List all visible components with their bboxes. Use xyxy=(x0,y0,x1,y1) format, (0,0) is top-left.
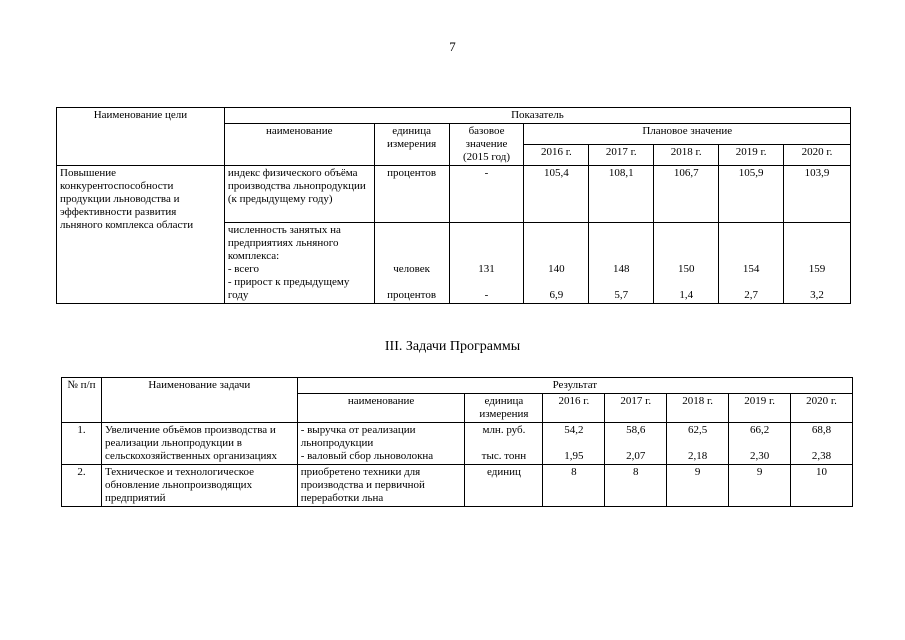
num-header: № п/п xyxy=(62,378,102,423)
year-header: 2017 г. xyxy=(589,145,654,166)
value-cell: 105,9 xyxy=(719,166,784,223)
year-header: 2020 г. xyxy=(784,145,851,166)
table-row xyxy=(57,166,851,223)
unit-growth: процентов xyxy=(387,289,437,301)
year-header: 2016 г. xyxy=(524,145,589,166)
value-cell: 8 xyxy=(605,465,667,507)
value-cell: 105,4 xyxy=(524,166,589,223)
goals-table xyxy=(56,107,851,304)
base-value-header: базовое значение (2015 год) xyxy=(449,124,524,166)
unit-cell: млн. руб. тыс. тонн xyxy=(465,423,543,465)
year-header: 2019 г. xyxy=(729,394,791,423)
value-cell: 62,5 2,18 xyxy=(667,423,729,465)
tasks-table xyxy=(61,377,853,507)
task-name-header: Наименование задачи xyxy=(101,378,297,423)
value-cell: 58,6 2,07 xyxy=(605,423,667,465)
value-cell: 9 xyxy=(729,465,791,507)
result-name-cell: - выручка от реализации льнопродукции - валовый сбор льноволокна xyxy=(297,423,465,465)
page-number: 7 xyxy=(449,39,456,54)
value-cell: 10 xyxy=(791,465,853,507)
year-header: 2019 г. xyxy=(719,145,784,166)
indicator-intro: численность занятых на предприятиях льняного комплекса: xyxy=(227,224,341,262)
task-name-cell: Увеличение объёмов производства и реализации льнопродукции в сельскохозяйственных организациях xyxy=(101,423,297,465)
year-header: 2020 г. xyxy=(791,394,853,423)
year-header: 2018 г. xyxy=(654,145,719,166)
indicator-name-cell: индекс физического объёма производства льнопродукции (к предыдущему году) xyxy=(224,166,374,223)
value-cell: 108,1 xyxy=(589,166,654,223)
task-num-cell: 1. xyxy=(62,423,102,465)
indicator-sub-total: - всего xyxy=(227,263,260,275)
result-name-cell: приобретено техники для производства и первичной переработки льна xyxy=(297,465,465,507)
value-cell: 9 xyxy=(667,465,729,507)
table-row xyxy=(62,423,853,465)
value-cell: 106,7 xyxy=(654,166,719,223)
value-cell: 148 5,7 xyxy=(589,223,654,304)
result-header: Результат xyxy=(297,378,852,394)
indicator-name-cell xyxy=(224,223,374,304)
indicator-sub-growth: - прирост к предыдущему году xyxy=(227,276,350,301)
unit-header: единица измерения xyxy=(374,124,449,166)
planned-value-header: Плановое значение xyxy=(524,124,851,145)
indicator-name-header: наименование xyxy=(224,124,374,166)
unit-cell: процентов xyxy=(374,166,449,223)
value-cell: 66,2 2,30 xyxy=(729,423,791,465)
unit-cell xyxy=(374,223,449,304)
value-cell: 68,8 2,38 xyxy=(791,423,853,465)
task-name-cell: Техническое и технологическое обновление льнопроизводящих предприятий xyxy=(101,465,297,507)
goal-cell: Повышение конкурентоспособности продукции льноводства и эффективности развития льняного комплекса области xyxy=(57,166,225,304)
table-row xyxy=(62,465,853,507)
task-num-cell: 2. xyxy=(62,465,102,507)
value-cell: 103,9 xyxy=(784,166,851,223)
value-cell: 159 3,2 xyxy=(784,223,851,304)
year-header: 2016 г. xyxy=(543,394,605,423)
result-name-header: наименование xyxy=(297,394,465,423)
value-cell: 54,2 1,95 xyxy=(543,423,605,465)
goal-name-header: Наименование цели xyxy=(57,108,225,166)
unit-header: единица измерения xyxy=(465,394,543,423)
year-header: 2018 г. xyxy=(667,394,729,423)
unit-cell: единиц xyxy=(465,465,543,507)
unit-total: человек xyxy=(393,263,430,275)
value-cell: 140 6,9 xyxy=(524,223,589,304)
value-cell: 154 2,7 xyxy=(719,223,784,304)
base-value-cell: - xyxy=(449,166,524,223)
section-title: III. Задачи Программы xyxy=(384,339,521,354)
year-header: 2017 г. xyxy=(605,394,667,423)
value-cell: 150 1,4 xyxy=(654,223,719,304)
indicator-header: Показатель xyxy=(224,108,850,124)
value-cell: 8 xyxy=(543,465,605,507)
base-value-cell: 131 - xyxy=(449,223,524,304)
